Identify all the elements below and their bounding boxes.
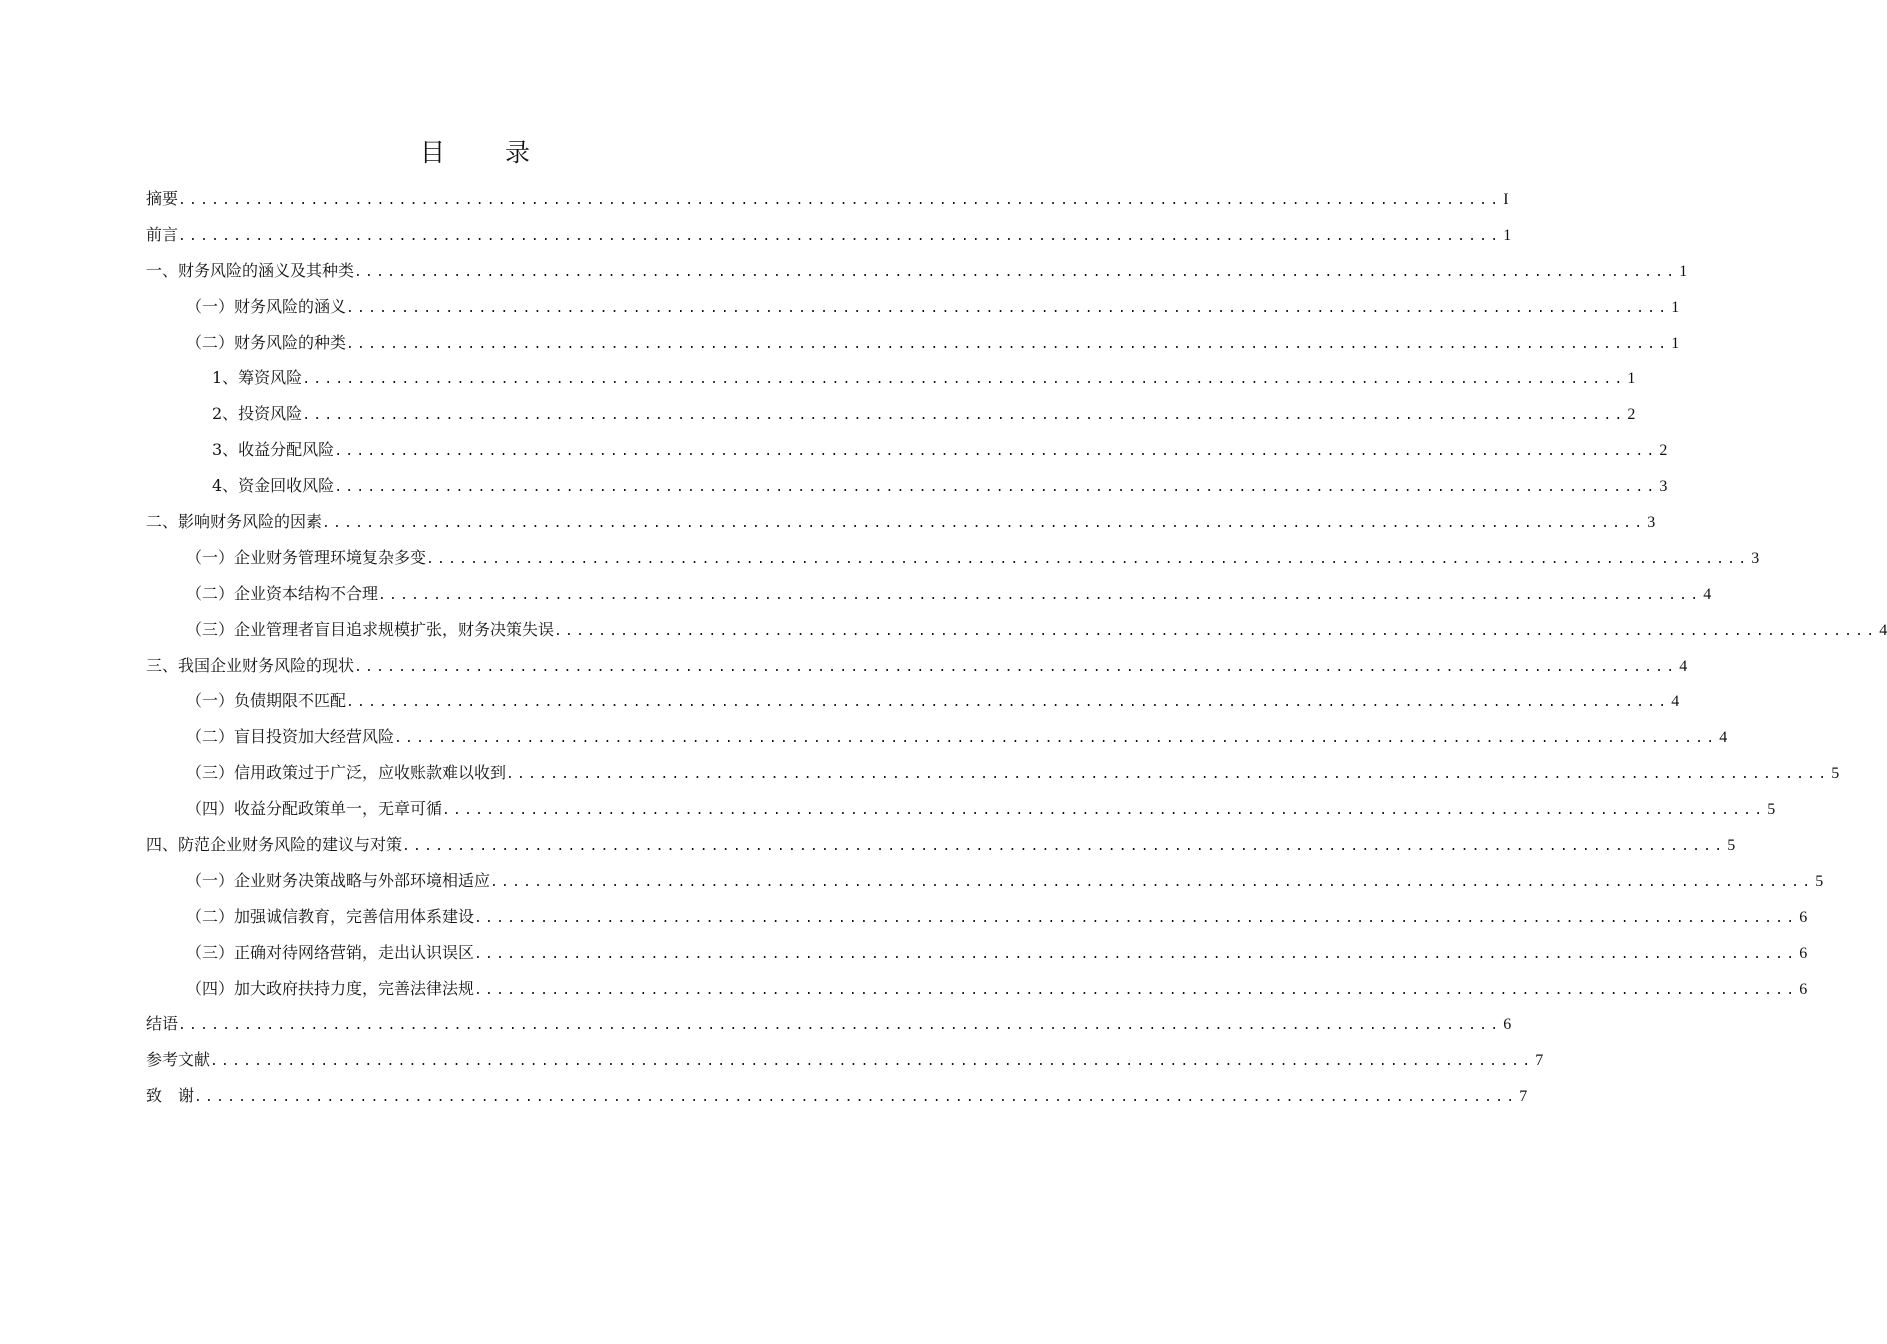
toc-entry[interactable] [146,258,1688,294]
toc-dot-leader: ........................................................................................................................ [474,946,1798,962]
toc-entry-label: （四）加大政府扶持力度，完善法律法规 [186,978,475,998]
toc-entry-label: 二、影响财务风险的因素 [146,512,323,532]
toc-entry-page-number: 6 [1799,980,1808,998]
toc-entry[interactable] [146,688,1680,724]
toc-entry-label: 三、我国企业财务风险的现状 [146,655,355,675]
toc-list [146,186,1887,1119]
toc-entry[interactable] [146,294,1680,330]
toc-entry[interactable] [146,976,1808,1012]
toc-dot-leader: ........................................................................................................................ [506,767,1830,783]
toc-entry-page-number: 3 [1751,549,1760,567]
toc-entry-page-number: 5 [1831,765,1840,783]
toc-entry-label: 摘要 [146,189,179,208]
toc-entry[interactable] [146,653,1688,689]
toc-entry-label: 致 谢 [146,1086,195,1106]
toc-entry-page-number: 5 [1727,837,1736,855]
toc-entry-page-number: 6 [1503,1016,1512,1034]
toc-entry[interactable] [146,796,1776,832]
toc-dot-leader: ........................................................................................................................ [334,444,1658,460]
toc-dot-leader: ........................................................................................................................ [442,803,1766,819]
toc-entry[interactable] [146,1083,1528,1119]
toc-entry-label: 前言 [146,224,179,244]
toc-entry-page-number: 4 [1671,693,1680,711]
toc-entry-label: （四）收益分配政策单一，无章可循 [186,799,443,819]
toc-dot-leader: ........................................................................................................................ [194,1090,1518,1106]
toc-entry-label: 参考文献 [146,1050,211,1070]
toc-title: 目 录 [420,138,556,167]
toc-entry[interactable] [146,401,1636,437]
toc-entry[interactable] [146,509,1656,545]
toc-entry-page-number: 6 [1799,908,1808,926]
toc-entry-label: （三）正确对待网络营销，走出认识误区 [186,942,475,962]
toc-entry-label: 一、财务风险的涵义及其种类 [146,260,355,280]
toc-dot-leader: ........................................................................................................................ [354,264,1678,280]
toc-entry-label: （三）企业管理者盲目追求规模扩张，财务决策失误 [186,619,555,639]
toc-entry-label: 3、收益分配风险 [212,440,335,460]
toc-entry-page-number: 1 [1671,334,1680,352]
toc-entry-label: （一）企业财务管理环境复杂多变 [186,547,427,567]
toc-entry-page-number: I [1503,191,1509,208]
toc-dot-leader: ........................................................................................................................ [302,372,1626,388]
toc-entry-label: 4、资金回收风险 [212,476,335,496]
toc-dot-leader: ........................................................................................................................ [474,910,1798,926]
toc-dot-leader: ........................................................................................................................ [554,623,1878,639]
toc-dot-leader: ........................................................................................................................ [346,336,1670,352]
toc-entry[interactable] [146,330,1680,366]
toc-dot-leader: ........................................................................................................................ [178,193,1502,208]
toc-dot-leader: ........................................................................................................................ [178,228,1502,244]
toc-entry[interactable] [146,724,1728,760]
toc-entry-page-number: 5 [1767,801,1776,819]
toc-dot-leader: ........................................................................................................................ [354,659,1678,675]
toc-entry[interactable] [146,437,1668,473]
toc-entry[interactable] [146,868,1824,904]
toc-entry-page-number: 4 [1703,585,1712,603]
toc-entry-page-number: 1 [1627,370,1636,388]
toc-entry[interactable] [146,1047,1544,1083]
toc-entry[interactable] [146,222,1512,258]
toc-entry-page-number: 2 [1627,406,1636,424]
toc-dot-leader: ........................................................................................................................ [334,480,1658,496]
toc-entry-page-number: 2 [1659,442,1668,460]
toc-entry[interactable] [146,545,1760,581]
toc-entry-label: （一）负债期限不匹配 [186,691,347,711]
toc-dot-leader: ........................................................................................................................ [394,731,1718,747]
toc-entry-label: （二）加强诚信教育，完善信用体系建设 [186,906,475,926]
toc-entry-label: （三）信用政策过于广泛，应收账款难以收到 [186,763,507,783]
toc-entry[interactable] [146,904,1808,940]
toc-entry[interactable] [146,581,1712,617]
toc-entry[interactable] [146,760,1840,796]
toc-entry[interactable] [146,365,1636,401]
toc-entry[interactable] [146,832,1736,868]
toc-entry[interactable] [146,473,1668,509]
toc-dot-leader: ........................................................................................................................ [322,516,1646,532]
toc-entry-page-number: 1 [1503,226,1512,244]
toc-dot-leader: ........................................................................................................................ [346,695,1670,711]
toc-entry-label: （二）企业资本结构不合理 [186,583,379,603]
toc-entry[interactable] [146,186,1509,222]
toc-entry-page-number: 7 [1519,1088,1528,1106]
toc-entry-page-number: 3 [1647,514,1656,532]
toc-dot-leader: ........................................................................................................................ [402,839,1726,855]
toc-entry-label: （一）财务风险的涵义 [186,296,347,316]
toc-dot-leader: ........................................................................................................................ [302,408,1626,424]
toc-entry-page-number: 3 [1659,478,1668,496]
toc-dot-leader: ........................................................................................................................ [490,874,1814,890]
toc-entry[interactable] [146,1011,1512,1047]
toc-dot-leader: ........................................................................................................................ [474,982,1798,998]
toc-entry-label: 2、投资风险 [212,404,303,424]
toc-entry-page-number: 7 [1535,1052,1544,1070]
toc-dot-leader: ........................................................................................................................ [210,1054,1534,1070]
toc-entry-label: （二）盲目投资加大经营风险 [186,727,395,747]
toc-entry[interactable] [146,617,1887,653]
toc-entry-label: 1、筹资风险 [212,368,303,388]
toc-entry-page-number: 4 [1719,729,1728,747]
toc-dot-leader: ........................................................................................................................ [346,300,1670,316]
toc-entry-page-number: 6 [1799,944,1808,962]
toc-entry-page-number: 1 [1671,298,1680,316]
toc-entry-label: （二）财务风险的种类 [186,332,347,352]
toc-dot-leader: ........................................................................................................................ [178,1018,1502,1034]
toc-dot-leader: ........................................................................................................................ [426,551,1750,567]
toc-entry-page-number: 4 [1879,621,1887,639]
toc-dot-leader: ........................................................................................................................ [378,587,1702,603]
toc-entry-page-number: 5 [1815,872,1824,890]
toc-entry-page-number: 4 [1679,657,1688,675]
toc-entry-label: 结语 [146,1014,179,1034]
toc-entry-label: （一）企业财务决策战略与外部环境相适应 [186,870,491,890]
toc-entry-label: 四、防范企业财务风险的建议与对策 [146,835,403,855]
toc-entry-page-number: 1 [1679,262,1688,280]
toc-entry[interactable] [146,940,1808,976]
